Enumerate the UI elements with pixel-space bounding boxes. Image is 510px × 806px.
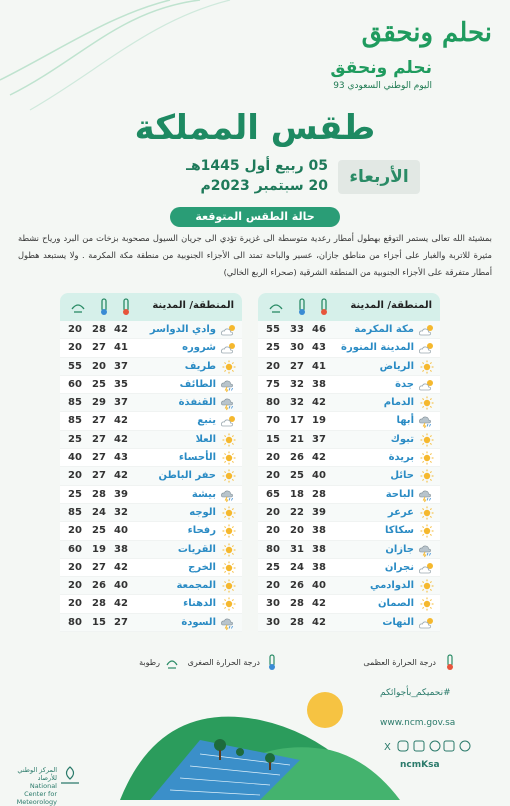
gregorian-date: 20 سبتمبر 2023م bbox=[200, 178, 328, 194]
max-temp: 42 bbox=[312, 397, 326, 409]
city-name: جدة bbox=[395, 378, 414, 390]
city-name: مكة المكرمة bbox=[354, 324, 414, 335]
table-row bbox=[258, 431, 440, 449]
website-link[interactable]: www.ncm.gov.sa bbox=[380, 718, 456, 728]
storm-icon bbox=[220, 396, 238, 410]
city-name: الدمام bbox=[383, 397, 414, 409]
hashtag: #نحميكم_بأجوائكم bbox=[380, 688, 451, 698]
legend-max-label: درجة الحرارة العظمى bbox=[363, 658, 436, 667]
humidity-value: 25 bbox=[68, 488, 82, 500]
table-header bbox=[60, 293, 242, 321]
partly-cloudy-icon bbox=[220, 323, 238, 337]
humidity-value: 80 bbox=[266, 397, 280, 409]
hijri-date: 05 ربيع أول 1445هـ bbox=[186, 158, 328, 174]
partly-cloudy-icon bbox=[418, 341, 436, 355]
humidity-value: 40 bbox=[68, 452, 82, 464]
min-temp: 27 bbox=[92, 452, 106, 464]
thermometer-hot-icon bbox=[442, 654, 458, 672]
max-temp: 37 bbox=[114, 360, 128, 372]
table-row bbox=[60, 431, 242, 449]
max-temp: 38 bbox=[312, 543, 326, 555]
max-temp: 19 bbox=[312, 415, 326, 427]
sun-icon bbox=[220, 543, 238, 557]
humidity-value: 20 bbox=[68, 580, 82, 592]
city-name: سكاكا bbox=[385, 525, 414, 537]
min-temp: 26 bbox=[290, 580, 304, 592]
city-name: ينبع bbox=[197, 415, 216, 427]
thermometer-hot-icon bbox=[314, 297, 334, 317]
city-name: رفحاء bbox=[187, 525, 216, 537]
min-temp: 24 bbox=[290, 561, 304, 573]
table-row bbox=[258, 412, 440, 430]
humidity-value: 30 bbox=[266, 616, 280, 628]
city-name: المدينة المنورة bbox=[341, 342, 414, 354]
city-name: بيشة bbox=[191, 488, 216, 500]
sun-icon bbox=[418, 433, 436, 447]
min-temp: 15 bbox=[92, 616, 106, 628]
min-temp: 21 bbox=[290, 433, 304, 445]
min-temp: 27 bbox=[92, 433, 106, 445]
max-temp: 32 bbox=[114, 506, 128, 518]
max-temp: 35 bbox=[114, 378, 128, 390]
min-temp: 28 bbox=[290, 598, 304, 610]
sun-icon bbox=[220, 579, 238, 593]
table-row bbox=[258, 522, 440, 540]
max-temp: 42 bbox=[114, 561, 128, 573]
table-row bbox=[258, 504, 440, 522]
table-row bbox=[258, 376, 440, 394]
humidity-value: 20 bbox=[266, 470, 280, 482]
humidity-value: 70 bbox=[266, 415, 280, 427]
min-temp: 20 bbox=[290, 525, 304, 537]
table-row bbox=[258, 541, 440, 559]
city-name: الطائف bbox=[179, 378, 216, 390]
min-temp: 27 bbox=[290, 360, 304, 372]
logo-title: نحلم ونحقق bbox=[330, 58, 432, 78]
max-temp: 37 bbox=[114, 397, 128, 409]
storm-icon bbox=[418, 543, 436, 557]
city-column-header: المنطقة/ المدينة bbox=[152, 300, 234, 311]
min-temp: 28 bbox=[92, 598, 106, 610]
city-name: القنفذة bbox=[178, 397, 216, 409]
page-title: طقس المملكة bbox=[134, 108, 376, 148]
table-row bbox=[60, 486, 242, 504]
city-name: أبها bbox=[396, 415, 414, 427]
city-name: الرياض bbox=[379, 360, 414, 372]
sun-icon bbox=[418, 451, 436, 465]
city-name: جازان bbox=[385, 543, 414, 555]
humidity-value: 20 bbox=[68, 525, 82, 537]
national-day-logo bbox=[282, 18, 492, 91]
city-name: القريات bbox=[177, 543, 216, 555]
thermometer-cold-icon bbox=[94, 297, 114, 317]
city-name: الصمان bbox=[377, 598, 414, 610]
humidity-value: 25 bbox=[68, 433, 82, 445]
max-temp: 28 bbox=[312, 488, 326, 500]
partly-cloudy-icon bbox=[220, 341, 238, 355]
max-temp: 40 bbox=[312, 580, 326, 592]
sun-icon bbox=[418, 524, 436, 538]
min-temp: 20 bbox=[92, 360, 106, 372]
humidity-value: 65 bbox=[266, 488, 280, 500]
humidity-value: 85 bbox=[68, 415, 82, 427]
max-temp: 37 bbox=[312, 433, 326, 445]
legend-min-label: درجة الحرارة الصغرى bbox=[187, 658, 260, 667]
city-name: تبوك bbox=[390, 433, 414, 445]
social-handle[interactable]: ncmKsa bbox=[400, 760, 440, 770]
humidity-value: 60 bbox=[68, 543, 82, 555]
max-temp: 40 bbox=[114, 580, 128, 592]
sun-icon bbox=[220, 360, 238, 374]
humidity-value: 20 bbox=[266, 525, 280, 537]
table-row bbox=[60, 467, 242, 485]
legend-humidity bbox=[100, 654, 180, 674]
min-temp: 17 bbox=[290, 415, 304, 427]
forecast-section-title: حالة الطقس المتوقعة bbox=[170, 207, 340, 227]
table-row bbox=[258, 577, 440, 595]
min-temp: 27 bbox=[92, 470, 106, 482]
min-temp: 26 bbox=[92, 580, 106, 592]
min-temp: 25 bbox=[92, 525, 106, 537]
table-row bbox=[60, 522, 242, 540]
humidity-value: 20 bbox=[266, 452, 280, 464]
table-row bbox=[258, 449, 440, 467]
partly-cloudy-icon bbox=[220, 414, 238, 428]
table-row bbox=[60, 412, 242, 430]
table-row bbox=[60, 339, 242, 357]
min-temp: 28 bbox=[92, 324, 106, 335]
min-temp: 26 bbox=[290, 452, 304, 464]
humidity-value: 30 bbox=[266, 598, 280, 610]
city-name: بريدة bbox=[388, 452, 414, 464]
min-temp: 27 bbox=[92, 415, 106, 427]
table-row bbox=[258, 559, 440, 577]
max-temp: 42 bbox=[114, 415, 128, 427]
humidity-icon bbox=[266, 297, 286, 317]
ncm-logo-icon bbox=[55, 765, 85, 787]
table-row bbox=[60, 577, 242, 595]
partly-cloudy-icon bbox=[418, 323, 436, 337]
city-name: حائل bbox=[390, 470, 414, 482]
min-temp: 27 bbox=[92, 561, 106, 573]
humidity-value: 20 bbox=[266, 580, 280, 592]
humidity-value: 25 bbox=[266, 342, 280, 354]
city-name: السودة bbox=[181, 616, 216, 628]
max-temp: 42 bbox=[312, 452, 326, 464]
humidity-value: 20 bbox=[266, 360, 280, 372]
partly-cloudy-icon bbox=[418, 378, 436, 392]
max-temp: 38 bbox=[114, 543, 128, 555]
humidity-value: 55 bbox=[68, 360, 82, 372]
sun-icon bbox=[418, 597, 436, 611]
max-temp: 38 bbox=[312, 561, 326, 573]
sun-icon bbox=[418, 360, 436, 374]
max-temp: 38 bbox=[312, 525, 326, 537]
sun-icon bbox=[220, 451, 238, 465]
table-row bbox=[60, 321, 242, 339]
max-temp: 42 bbox=[114, 433, 128, 445]
sun-icon bbox=[220, 469, 238, 483]
humidity-icon bbox=[164, 654, 180, 672]
legend-max bbox=[258, 654, 458, 674]
max-temp: 40 bbox=[114, 525, 128, 537]
sun-icon bbox=[220, 506, 238, 520]
min-temp: 32 bbox=[290, 378, 304, 390]
partly-cloudy-icon bbox=[418, 561, 436, 575]
min-temp: 30 bbox=[290, 342, 304, 354]
weather-table-right bbox=[258, 293, 440, 632]
city-name: الدهناء bbox=[183, 598, 216, 610]
min-temp: 25 bbox=[290, 470, 304, 482]
humidity-value: 85 bbox=[68, 506, 82, 518]
table-row bbox=[60, 595, 242, 613]
logo-subtitle: اليوم الوطني السعودي 93 bbox=[333, 81, 432, 91]
humidity-value: 75 bbox=[266, 378, 280, 390]
table-row bbox=[258, 595, 440, 613]
sun-icon bbox=[220, 561, 238, 575]
city-name: شروره bbox=[182, 342, 216, 354]
table-header bbox=[258, 293, 440, 321]
humidity-icon bbox=[68, 297, 88, 317]
table-row bbox=[60, 394, 242, 412]
humidity-value: 60 bbox=[68, 378, 82, 390]
table-row bbox=[258, 486, 440, 504]
city-name: نجران bbox=[384, 561, 414, 573]
min-temp: 22 bbox=[290, 506, 304, 518]
table-row bbox=[258, 358, 440, 376]
storm-icon bbox=[220, 378, 238, 392]
thermometer-hot-icon bbox=[116, 297, 136, 317]
svg-text:X: X bbox=[384, 742, 391, 753]
org-name: المركز الوطني للأرصاد National Center for Meteorology bbox=[16, 766, 57, 806]
max-temp: 42 bbox=[114, 470, 128, 482]
table-row bbox=[60, 449, 242, 467]
thermometer-cold-icon bbox=[264, 654, 280, 672]
city-name: الباحة bbox=[385, 488, 414, 500]
min-temp: 29 bbox=[92, 397, 106, 409]
min-temp: 33 bbox=[290, 324, 304, 335]
humidity-value: 20 bbox=[266, 506, 280, 518]
min-temp: 32 bbox=[290, 397, 304, 409]
table-row bbox=[60, 358, 242, 376]
humidity-value: 85 bbox=[68, 397, 82, 409]
max-temp: 39 bbox=[114, 488, 128, 500]
sun-icon bbox=[220, 524, 238, 538]
min-temp: 28 bbox=[290, 616, 304, 628]
table-row bbox=[60, 376, 242, 394]
max-temp: 41 bbox=[114, 342, 128, 354]
humidity-value: 20 bbox=[68, 324, 82, 335]
storm-icon bbox=[418, 488, 436, 502]
day-badge: الأربعاء bbox=[338, 160, 420, 194]
city-name: الأحساء bbox=[178, 452, 216, 464]
table-row bbox=[60, 541, 242, 559]
max-temp: 46 bbox=[312, 324, 326, 335]
table-row bbox=[258, 614, 440, 632]
max-temp: 42 bbox=[312, 616, 326, 628]
humidity-value: 20 bbox=[68, 561, 82, 573]
legend-humidity-label: رطوبة bbox=[139, 658, 160, 667]
sun-icon bbox=[220, 433, 238, 447]
city-name: الخرج bbox=[188, 561, 216, 573]
city-name: المجمعة bbox=[176, 580, 216, 592]
max-temp: 39 bbox=[312, 506, 326, 518]
min-temp: 27 bbox=[92, 342, 106, 354]
table-row bbox=[60, 559, 242, 577]
table-row bbox=[258, 339, 440, 357]
max-temp: 27 bbox=[114, 616, 128, 628]
max-temp: 42 bbox=[114, 324, 128, 335]
max-temp: 42 bbox=[312, 598, 326, 610]
max-temp: 41 bbox=[312, 360, 326, 372]
sun-icon bbox=[418, 396, 436, 410]
max-temp: 42 bbox=[114, 598, 128, 610]
max-temp: 43 bbox=[312, 342, 326, 354]
city-name: وادي الدواسر bbox=[149, 324, 216, 335]
thermometer-cold-icon bbox=[292, 297, 312, 317]
max-temp: 40 bbox=[312, 470, 326, 482]
min-temp: 31 bbox=[290, 543, 304, 555]
storm-icon bbox=[220, 616, 238, 630]
storm-icon bbox=[220, 488, 238, 502]
city-name: طريف bbox=[184, 360, 216, 372]
table-row bbox=[60, 504, 242, 522]
humidity-value: 20 bbox=[68, 470, 82, 482]
social-icons bbox=[378, 739, 498, 753]
sun-icon bbox=[418, 469, 436, 483]
logo-mark: نحلم ونحقق bbox=[361, 18, 492, 48]
forecast-description: بمشيئة الله تعالى يستمر التوقع بهطول أمطار رعدية متوسطة الى غزيرة تؤدي الى جريان السيول مصحوبة بزخات من البرد ورياح نشطة مثيرة للاتربة والغبار على أجزاء من مناطق جازان، عسير والباحة تمتد الى الأجزاء الجنوبية من منطقة مكة المكرمة . ولا يستبعد هطول أمطار متفرقة على الأجزاء الجنوبية من المنطقة الشرقية (صحراء الربع الخالي) bbox=[18, 233, 492, 277]
table-row bbox=[258, 467, 440, 485]
min-temp: 24 bbox=[92, 506, 106, 518]
min-temp: 28 bbox=[92, 488, 106, 500]
city-name: النهات bbox=[382, 616, 414, 628]
table-row bbox=[258, 394, 440, 412]
humidity-value: 80 bbox=[68, 616, 82, 628]
humidity-value: 15 bbox=[266, 433, 280, 445]
city-name: الدوادمي bbox=[369, 580, 414, 592]
min-temp: 18 bbox=[290, 488, 304, 500]
city-column-header: المنطقة/ المدينة bbox=[350, 300, 432, 311]
table-row bbox=[60, 614, 242, 632]
min-temp: 19 bbox=[92, 543, 106, 555]
sun-icon bbox=[418, 579, 436, 593]
humidity-value: 20 bbox=[68, 342, 82, 354]
min-temp: 25 bbox=[92, 378, 106, 390]
weather-table-left bbox=[60, 293, 242, 632]
partly-cloudy-icon bbox=[418, 616, 436, 630]
city-name: الوجه bbox=[189, 506, 216, 518]
max-temp: 43 bbox=[114, 452, 128, 464]
sun-icon bbox=[220, 597, 238, 611]
city-name: العلا bbox=[195, 433, 216, 445]
city-name: حفر الباطن bbox=[158, 470, 216, 482]
humidity-value: 20 bbox=[68, 598, 82, 610]
storm-icon bbox=[418, 414, 436, 428]
table-row bbox=[258, 321, 440, 339]
city-name: عرعر bbox=[387, 506, 414, 518]
humidity-value: 25 bbox=[266, 561, 280, 573]
humidity-value: 55 bbox=[266, 324, 280, 335]
sun-icon bbox=[418, 506, 436, 520]
humidity-value: 80 bbox=[266, 543, 280, 555]
max-temp: 38 bbox=[312, 378, 326, 390]
